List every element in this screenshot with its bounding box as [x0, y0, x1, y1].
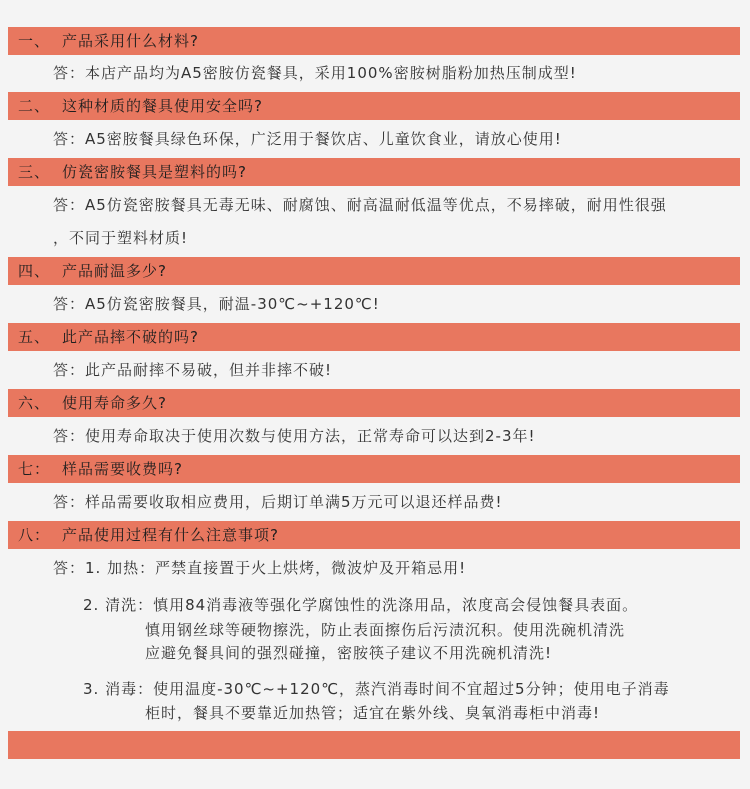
- faq-answer-2: 答：A5密胺餐具绿色环保，广泛用于餐饮店、儿童饮食业，请放心使用!: [53, 130, 562, 148]
- question-number: 七：: [18, 460, 51, 478]
- question-text: 仿瓷密胺餐具是塑料的吗?: [62, 163, 247, 181]
- note-cleaning-line-3: 应避免餐具间的强烈碰撞，密胺筷子建议不用洗碗机清洗!: [145, 644, 553, 662]
- faq-question-3: [8, 158, 740, 186]
- question-number: 二、: [18, 97, 51, 115]
- faq-question-5: [8, 323, 740, 351]
- faq-answer-3: 答：A5仿瓷密胺餐具无毒无味、耐腐蚀、耐高温耐低温等优点，不易摔破，耐用性很强: [53, 196, 667, 214]
- faq-answer-6: 答：使用寿命取决于使用次数与使用方法，正常寿命可以达到2-3年!: [53, 427, 536, 445]
- faq-answer-7: 答：样品需要收取相应费用，后期订单满5万元可以退还样品费!: [53, 493, 503, 511]
- faq-answer-4: 答：A5仿瓷密胺餐具，耐温-30℃~+120℃!: [53, 295, 380, 313]
- faq-question-8: [8, 521, 740, 549]
- question-text: 产品采用什么材料?: [62, 32, 199, 50]
- question-text: 这种材质的餐具使用安全吗?: [62, 97, 263, 115]
- question-number: 八：: [18, 526, 51, 544]
- faq-question-1: [8, 27, 740, 55]
- footer-bar: [8, 731, 740, 759]
- note-disinfect-line-1: 3. 消毒：使用温度-30℃~+120℃，蒸汽消毒时间不宜超过5分钟；使用电子消毒: [83, 680, 670, 698]
- question-number: 三、: [18, 163, 51, 181]
- faq-answer-1: 答：本店产品均为A5密胺仿瓷餐具，采用100%密胺树脂粉加热压制成型!: [53, 64, 577, 82]
- faq-answer-3-continued: ，不同于塑料材质!: [53, 229, 189, 247]
- question-number: 一、: [18, 32, 51, 50]
- faq-question-6: [8, 389, 740, 417]
- question-text: 产品耐温多少?: [62, 262, 167, 280]
- question-text: 产品使用过程有什么注意事项?: [62, 526, 279, 544]
- faq-question-4: [8, 257, 740, 285]
- question-number: 六、: [18, 394, 51, 412]
- faq-answer-8: 答：1. 加热：严禁直接置于火上烘烤，微波炉及开箱忌用!: [53, 559, 467, 577]
- note-cleaning-line-1: 2. 清洗：慎用84消毒液等强化学腐蚀性的洗涤用品，浓度高会侵蚀餐具表面。: [83, 596, 639, 614]
- note-cleaning-line-2: 慎用钢丝球等硬物擦洗，防止表面擦伤后污渍沉积。使用洗碗机清洗: [145, 621, 626, 639]
- faq-answer-5: 答：此产品耐摔不易破，但并非摔不破!: [53, 361, 333, 379]
- faq-question-2: [8, 92, 740, 120]
- question-number: 四、: [18, 262, 51, 280]
- question-text: 使用寿命多久?: [62, 394, 167, 412]
- note-disinfect-line-2: 柜时，餐具不要靠近加热管；适宜在紫外线、臭氧消毒柜中消毒!: [145, 704, 601, 722]
- question-text: 样品需要收费吗?: [62, 460, 183, 478]
- question-number: 五、: [18, 328, 51, 346]
- faq-question-7: [8, 455, 740, 483]
- question-text: 此产品摔不破的吗?: [62, 328, 199, 346]
